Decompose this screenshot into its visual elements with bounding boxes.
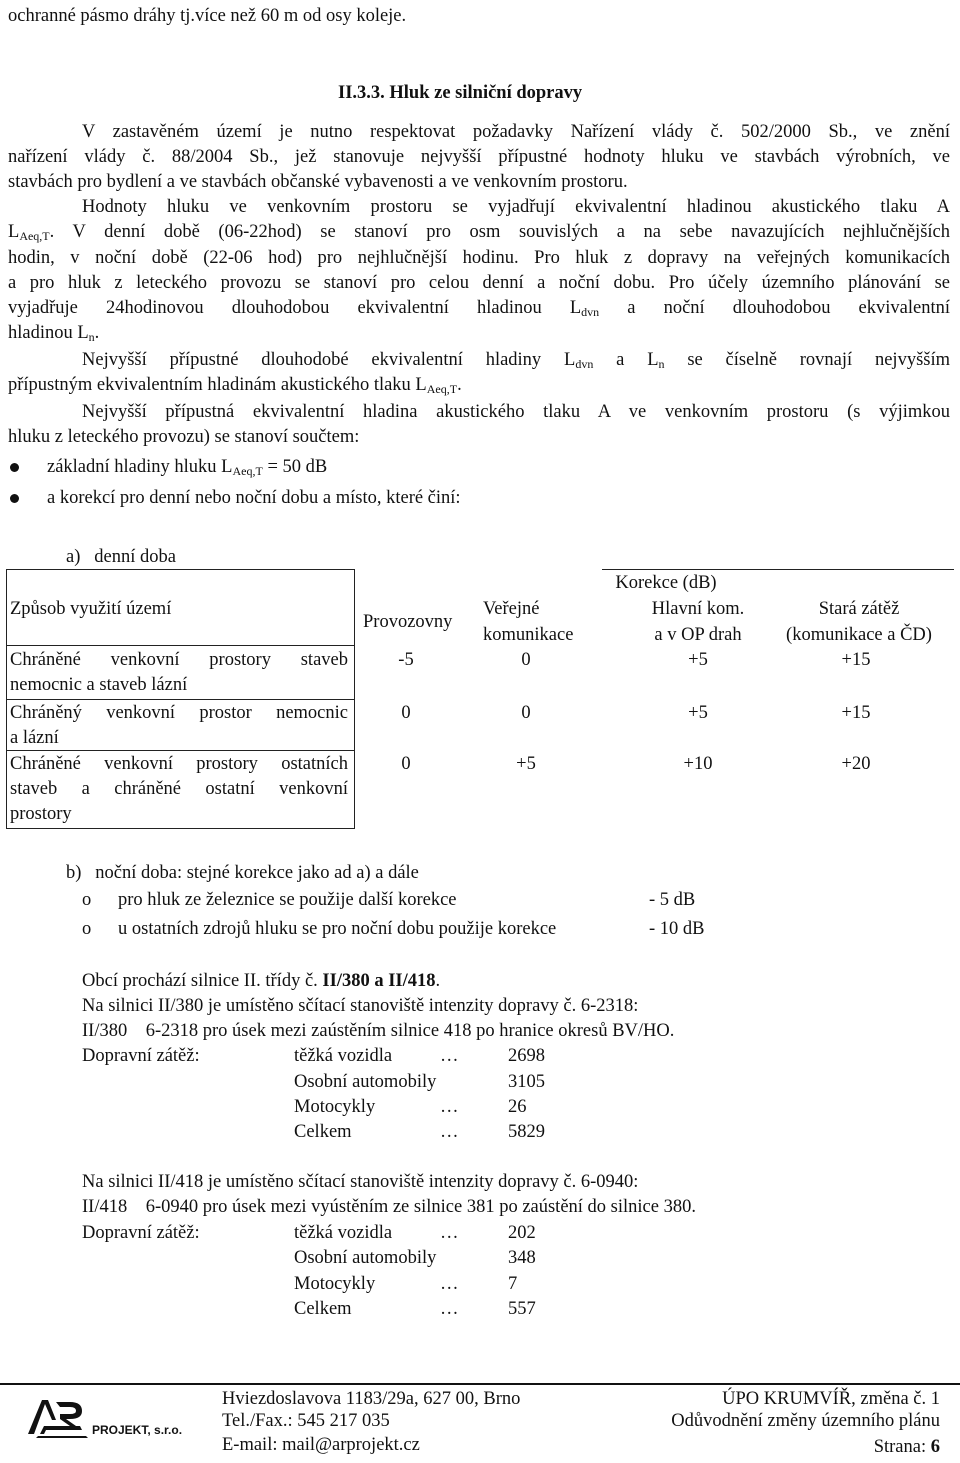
road-418-line: II/418 6-0940 pro úsek mezi vyústěním ze silnice 381 po zaústění do silnice 380. bbox=[82, 1197, 696, 1217]
traffic-item-value: 7 bbox=[508, 1274, 518, 1294]
row-usage: Chráněné venkovní prostory staveb bbox=[10, 650, 348, 670]
symbol-l: L bbox=[8, 222, 20, 242]
p4-line: hluku z leteckého provozu) se stanoví součtem: bbox=[8, 427, 360, 447]
sub-heading-a: a) denní doba bbox=[66, 547, 176, 567]
bullet-text: základní hladiny hluku L bbox=[47, 457, 233, 477]
p1-line: V zastavěném území je nutno respektovat požadavky Nařízení vlády č. 502/2000 Sb., ve znění bbox=[82, 122, 950, 142]
table-rule bbox=[6, 828, 354, 829]
subscript: dvn bbox=[581, 305, 600, 319]
p3-line bbox=[82, 348, 950, 372]
traffic-item-value: 26 bbox=[508, 1097, 527, 1117]
row-usage: nemocnic a staveb lázní bbox=[10, 675, 188, 695]
section-title: II.3.3. Hluk ze silniční dopravy bbox=[338, 83, 583, 103]
company-logo-icon bbox=[26, 1396, 90, 1438]
traffic-item-dots: … bbox=[440, 1122, 459, 1142]
traffic-label: Dopravní zátěž: bbox=[82, 1046, 200, 1066]
p2-line bbox=[8, 321, 99, 345]
footer-divider bbox=[0, 1383, 960, 1385]
footer-email: E-mail: mail@arprojekt.cz bbox=[222, 1435, 420, 1455]
p2-text: hladinou L bbox=[8, 323, 89, 343]
traffic-item-value: 3105 bbox=[508, 1072, 545, 1092]
header-hlavni: a v OP drah bbox=[654, 625, 742, 645]
subscript: Aeq,T bbox=[232, 464, 263, 478]
traffic-item-value: 348 bbox=[508, 1248, 536, 1268]
table-rule bbox=[6, 569, 354, 570]
p2-line bbox=[8, 296, 950, 320]
cell-value: +15 bbox=[841, 703, 871, 723]
p3-line bbox=[8, 373, 462, 397]
cell-value: +5 bbox=[688, 650, 708, 670]
page-num: 6 bbox=[930, 1437, 940, 1457]
footer-page-number bbox=[874, 1435, 940, 1459]
footer-doc-title: ÚPO KRUMVÍŘ, změna č. 1 bbox=[722, 1389, 940, 1409]
header-verejne: komunikace bbox=[483, 625, 574, 645]
cell-value: 0 bbox=[521, 650, 531, 670]
row-usage: Chráněný venkovní prostor nemocnic bbox=[10, 703, 348, 723]
traffic-item-value: 557 bbox=[508, 1299, 536, 1319]
header-usage: Způsob využití území bbox=[10, 599, 172, 619]
traffic-item-dots: … bbox=[440, 1223, 459, 1243]
header-stara: Stará zátěž bbox=[818, 599, 900, 619]
cell-value: 0 bbox=[401, 703, 411, 723]
traffic-item-name: Osobní automobily bbox=[294, 1072, 437, 1092]
p1-line: nařízení vlády č. 88/2004 Sb., jež stanovuje nejvyšší přípustné hodnoty hluku ve stavbách výrobních, ve bbox=[8, 147, 950, 167]
header-verejne: Veřejné bbox=[483, 599, 540, 619]
footer-tel: Tel./Fax.: 545 217 035 bbox=[222, 1411, 390, 1431]
row-usage: staveb a chráněné ostatní venkovní bbox=[10, 779, 348, 799]
traffic-item-dots: … bbox=[440, 1299, 459, 1319]
traffic-item-dots: … bbox=[440, 1097, 459, 1117]
p3-text: a L bbox=[593, 350, 659, 370]
p1-line: stavbách pro bydlení a ve stavbách občanské vybavenosti a ve venkovním prostoru. bbox=[8, 172, 628, 192]
top-line: ochranné pásmo dráhy tj.více než 60 m od osy koleje. bbox=[8, 6, 407, 26]
traffic-item-value: 5829 bbox=[508, 1122, 545, 1142]
road-380-line: Na silnici II/380 je umístěno sčítací stanoviště intenzity dopravy č. 6-2318: bbox=[82, 996, 639, 1016]
bullet-icon bbox=[10, 463, 19, 472]
p2-line bbox=[8, 220, 950, 244]
cell-value: 0 bbox=[401, 754, 411, 774]
roads-intro-bold: II/380 a II/418 bbox=[322, 971, 436, 991]
p2-text: . V denní době (06-22hod) se stanoví pro osm souvislých a na sebe navazujících nejhlučnějších bbox=[49, 222, 950, 242]
p3-text: Nejvyšší přípustné dlouhodobé ekvivalentní hladiny L bbox=[82, 350, 576, 370]
subscript: Aeq,T bbox=[19, 229, 50, 243]
cell-value: -5 bbox=[398, 650, 414, 670]
traffic-item-name: Motocykly bbox=[294, 1097, 376, 1117]
bullet-item bbox=[47, 455, 327, 479]
roads-intro-text: Obcí prochází silnice II. třídy č. bbox=[82, 971, 323, 991]
p3-text: přípustným ekvivalentním hladinám akustického tlaku L bbox=[8, 375, 427, 395]
company-name: PROJEKT, s.r.o. bbox=[92, 1423, 183, 1437]
cell-value: +15 bbox=[841, 650, 871, 670]
traffic-item-name: těžká vozidla bbox=[294, 1046, 393, 1066]
footer-doc-subtitle: Odůvodnění změny územního plánu bbox=[671, 1411, 940, 1431]
row-usage: Chráněné venkovní prostory ostatních bbox=[10, 754, 348, 774]
traffic-item-dots: … bbox=[440, 1274, 459, 1294]
traffic-item-dots: … bbox=[440, 1046, 459, 1066]
traffic-item-name: Motocykly bbox=[294, 1274, 376, 1294]
header-stara: (komunikace a ČD) bbox=[786, 625, 932, 645]
bullet-item: a korekcí pro denní nebo noční dobu a místo, které činí: bbox=[47, 488, 461, 508]
footer-address: Hviezdoslavova 1183/29a, 627 00, Brno bbox=[222, 1389, 521, 1409]
cell-value: 0 bbox=[521, 703, 531, 723]
subscript: dvn bbox=[575, 357, 594, 371]
page-label: Strana: bbox=[873, 1437, 931, 1457]
bullet-text: = 50 dB bbox=[262, 457, 328, 477]
subscript: n bbox=[658, 357, 665, 371]
table-rule bbox=[6, 699, 354, 700]
roads-intro-text: . bbox=[435, 971, 441, 991]
traffic-item-name: Celkem bbox=[294, 1122, 352, 1142]
row-usage: prostory bbox=[10, 804, 72, 824]
p2-line: a pro hluk z leteckého provozu se stanoví pro celou denní a noční dobu. Pro účely územního plánování se bbox=[8, 273, 950, 293]
p3-text: se číselně rovnají nejvyšším bbox=[664, 350, 951, 370]
bullet-icon bbox=[10, 494, 19, 503]
p4-line: Nejvyšší přípustná ekvivalentní hladina akustického tlaku A ve venkovním prostoru (s výjimkou bbox=[82, 402, 950, 422]
road-380-line: II/380 6-2318 pro úsek mezi zaústěním silnice 418 po hranice okresů BV/HO. bbox=[82, 1021, 675, 1041]
list-marker: o bbox=[82, 890, 92, 910]
p2-line: Hodnoty hluku ve venkovním prostoru se vyjadřují ekvivalentní hladinou akustického tlaku A bbox=[82, 197, 950, 217]
table-rule bbox=[6, 645, 354, 646]
subscript: Aeq,T bbox=[426, 382, 458, 396]
table-rule bbox=[602, 569, 954, 570]
cell-value: +10 bbox=[683, 754, 713, 774]
traffic-item-name: Osobní automobily bbox=[294, 1248, 437, 1268]
road-418-line: Na silnici II/418 je umístěno sčítací stanoviště intenzity dopravy č. 6-0940: bbox=[82, 1172, 639, 1192]
traffic-label: Dopravní zátěž: bbox=[82, 1223, 200, 1243]
sub-heading-b: b) noční doba: stejné korekce jako ad a) a dále bbox=[66, 863, 419, 883]
table-rule bbox=[6, 569, 7, 829]
p2-text: vyjadřuje 24hodinovou dlouhodobou ekvivalentní hladinou L bbox=[8, 298, 582, 318]
p2-text: . bbox=[94, 323, 100, 343]
traffic-item-name: těžká vozidla bbox=[294, 1223, 393, 1243]
subscript: n bbox=[88, 330, 95, 344]
cell-value: +20 bbox=[841, 754, 871, 774]
table-rule bbox=[354, 569, 355, 829]
night-item-text: u ostatních zdrojů hluku se pro noční dobu použije korekce bbox=[118, 919, 557, 939]
p2-text: a noční dlouhodobou ekvivalentní bbox=[599, 298, 950, 318]
night-item-value: - 10 dB bbox=[649, 919, 705, 939]
traffic-item-value: 2698 bbox=[508, 1046, 545, 1066]
night-item-value: - 5 dB bbox=[649, 890, 696, 910]
row-usage: a lázní bbox=[10, 728, 59, 748]
header-provozovny: Provozovny bbox=[363, 612, 453, 632]
night-item-text: pro hluk ze železnice se použije další korekce bbox=[118, 890, 457, 910]
cell-value: +5 bbox=[688, 703, 708, 723]
header-korekce: Korekce (dB) bbox=[615, 573, 717, 593]
p2-line: hodin, v noční době (22-06 hod) pro nejhlučnější hodinu. Pro hluk z dopravy na veřejných komunikacích bbox=[8, 248, 950, 268]
correction-table bbox=[6, 569, 954, 829]
traffic-item-value: 202 bbox=[508, 1223, 536, 1243]
p3-text: . bbox=[457, 375, 462, 395]
table-rule bbox=[6, 750, 354, 751]
cell-value: +5 bbox=[516, 754, 536, 774]
traffic-item-name: Celkem bbox=[294, 1299, 352, 1319]
roads-intro bbox=[82, 969, 440, 993]
list-marker: o bbox=[82, 919, 92, 939]
header-hlavni: Hlavní kom. bbox=[651, 599, 745, 619]
